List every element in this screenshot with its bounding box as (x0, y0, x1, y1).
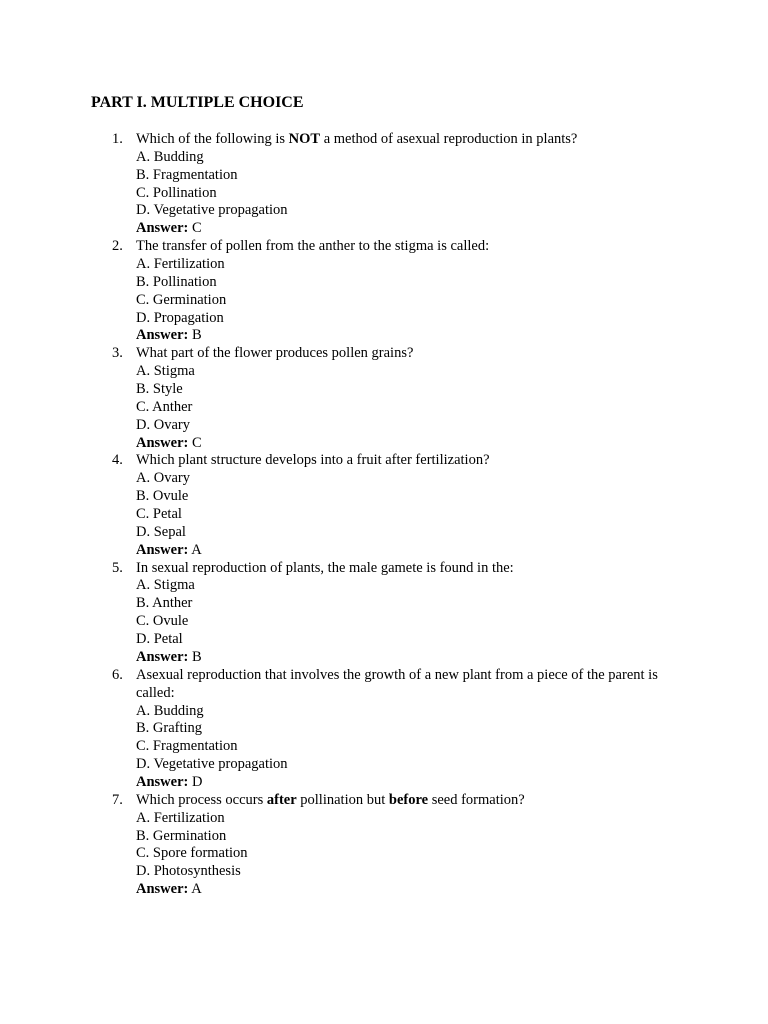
answer-option: B. Style (136, 381, 183, 398)
answer-option: B. Grafting (136, 720, 203, 737)
question-text-segment: seed formation? (428, 791, 525, 808)
answer-option: A. Fertilization (136, 809, 225, 826)
answer-line (136, 220, 688, 238)
answer-value: A (191, 541, 202, 558)
question-text-segment: pollination but (296, 791, 389, 808)
answer-option: A. Fertilization (136, 256, 225, 273)
question-text (136, 345, 413, 361)
answer-option: C. Spore formation (136, 845, 248, 862)
answer-option: C. Germination (136, 291, 227, 308)
question-item (0, 452, 768, 559)
answer-option: D. Photosynthesis (136, 863, 241, 880)
question-text (136, 667, 658, 701)
answer-label: Answer: (136, 434, 189, 451)
answer-option: D. Vegetative propagation (136, 202, 288, 219)
question-text-segment: Which of the following is (136, 131, 289, 147)
question-number: 1. (112, 131, 123, 147)
question-number: 4. (112, 452, 123, 469)
question-item (0, 131, 768, 238)
answer-option: D. Ovary (136, 416, 190, 433)
answer-option: A. Stigma (136, 363, 195, 380)
answer-option: D. Propagation (136, 309, 224, 326)
answer-option: B. Ovule (136, 488, 189, 505)
question-text-segment: In sexual reproduction of plants, the male gamete is found in the: (136, 559, 514, 576)
question-number: 3. (112, 345, 123, 362)
question-text-segment: Which process occurs (136, 791, 267, 808)
emphasis-text: before (388, 791, 429, 808)
question-item (0, 667, 768, 792)
question-text (136, 560, 514, 576)
question-text (136, 792, 525, 808)
answer-option: A. Stigma (136, 577, 195, 594)
answer-option: A. Budding (136, 148, 204, 165)
question-text (136, 452, 490, 468)
question-text-segment: What part of the flower produces pollen grains? (136, 345, 414, 362)
answer-option: C. Ovule (136, 613, 189, 630)
question-number: 5. (112, 559, 123, 576)
answer-value: C (191, 434, 202, 451)
answer-value: D (191, 773, 203, 790)
question-item (0, 238, 768, 345)
answer-value: B (191, 327, 202, 344)
answer-label: Answer: (136, 881, 189, 898)
question-number: 2. (112, 238, 123, 255)
question-item (0, 792, 768, 899)
answer-option: C. Fragmentation (136, 738, 238, 755)
answer-label: Answer: (136, 220, 189, 237)
emphasis-text: after (266, 791, 297, 808)
answer-option: C. Petal (136, 506, 182, 523)
answer-line (136, 774, 688, 792)
question-text-segment: a method of asexual reproduction in plants? (320, 131, 578, 147)
answer-label: Answer: (136, 648, 189, 665)
answer-line (136, 649, 688, 667)
answer-option: B. Germination (136, 827, 227, 844)
answer-line (136, 542, 688, 560)
answer-option: D. Petal (136, 631, 183, 648)
question-text-segment: The transfer of pollen from the anther to the stigma is called: (136, 238, 490, 255)
answer-option: D. Vegetative propagation (136, 756, 288, 773)
answer-option: C. Pollination (136, 184, 217, 201)
answer-option: A. Budding (136, 702, 204, 719)
answer-option: B. Anther (136, 595, 193, 612)
answer-value: B (191, 648, 202, 665)
answer-value: A (191, 881, 202, 898)
question-item (0, 345, 768, 452)
section-heading: PART I. MULTIPLE CHOICE (91, 94, 304, 111)
answer-option: B. Pollination (136, 273, 217, 290)
question-text-segment: Asexual reproduction that involves the growth of a new plant from a piece of the parent is called: (136, 666, 658, 701)
answer-line (136, 435, 688, 453)
answer-line (136, 327, 688, 345)
answer-option: A. Ovary (136, 470, 190, 487)
question-number: 6. (112, 666, 123, 683)
question-item (0, 560, 768, 667)
question-list (0, 131, 768, 899)
emphasis-text: NOT (288, 131, 321, 147)
question-text (136, 131, 577, 147)
answer-option: B. Fragmentation (136, 166, 238, 183)
answer-label: Answer: (136, 327, 189, 344)
answer-option: C. Anther (136, 398, 193, 415)
question-number: 7. (112, 791, 123, 808)
answer-label: Answer: (136, 773, 189, 790)
answer-value: C (191, 220, 202, 237)
answer-line (136, 881, 688, 899)
question-text (136, 238, 489, 254)
question-text-segment: Which plant structure develops into a fruit after fertilization? (136, 452, 490, 469)
answer-option: D. Sepal (136, 523, 186, 540)
answer-label: Answer: (136, 541, 189, 558)
